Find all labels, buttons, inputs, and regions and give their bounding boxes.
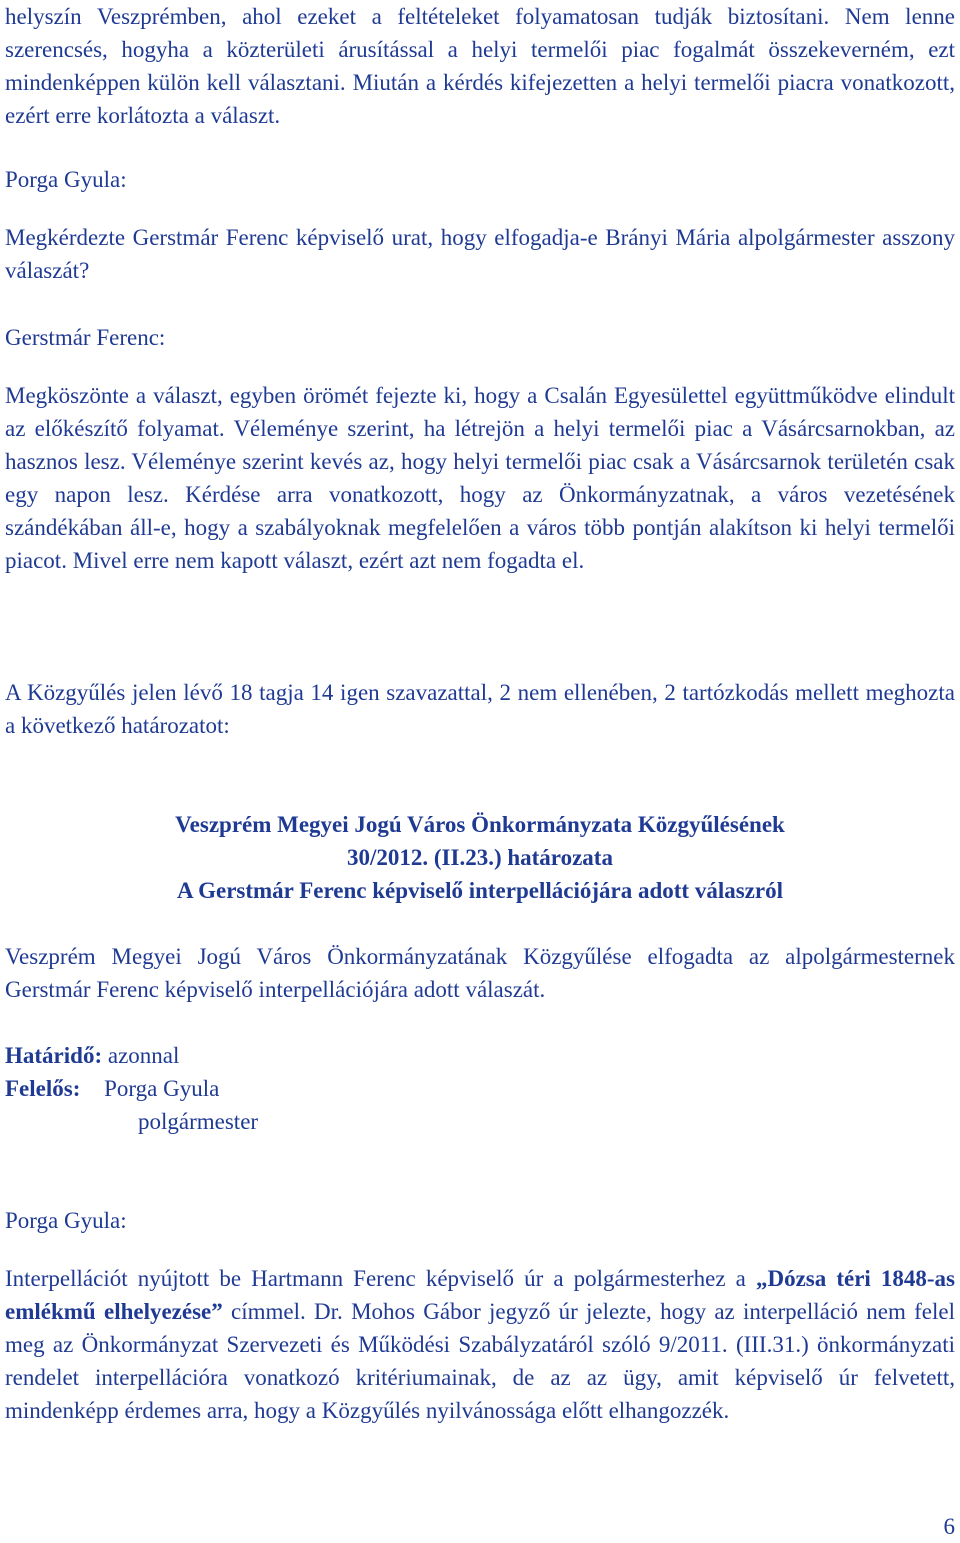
deadline-row — [5, 1039, 179, 1072]
speaker-porga-2: Porga Gyula: — [5, 1208, 127, 1233]
responsible-title: polgármester — [138, 1109, 259, 1134]
interpellation-title: „Dózsa téri 1848-as emlékmű elhelyezése” — [5, 1266, 955, 1324]
resolution-title-line2: 30/2012. (II.23.) határozata — [347, 845, 613, 870]
responsible-row — [5, 1072, 219, 1105]
resolution-title-line3: A Gerstmár Ferenc képviselő interpellációjára adott válaszról — [177, 878, 783, 903]
resolution-text: Veszprém Megyei Jogú Város Önkormányzatának Közgyűlése elfogadta az alpolgármesternek Gerstmár Ferenc képviselő interpellációjára adott válaszát. — [5, 944, 955, 1002]
resolution-title-line1: Veszprém Megyei Jogú Város Önkormányzata Közgyűlésének — [175, 812, 785, 837]
deadline-label: Határidő: — [5, 1043, 103, 1068]
vote-paragraph: A Közgyűlés jelen lévő 18 tagja 14 igen szavazattal, 2 nem ellenében, 2 tartózkodás mellett meghozta a következő határozatot: — [5, 680, 955, 738]
reply-paragraph: Megköszönte a választ, egyben örömét fejezte ki, hogy a Csalán Egyesülettel együttműködve elindult az előkészítő folyamat. Véleménye szerint, ha létrejön a helyi termelői piac a Vásárcsarnokban, az hasznos lesz. Véleménye szerint kevés az, hogy helyi termelői piac csak a Vásárcsarnok területén csak egy napon lesz. Kérdése arra vonatkozott, hogy az Önkormányzatnak, a város vezetésének szándékában áll-e, hogy a szabályoknak megfelelően a város több pontján alakítson ki helyi termelői piacot. Mivel erre nem kapott választ, ezért azt nem fogadta el. — [5, 383, 955, 573]
question-paragraph: Megkérdezte Gerstmár Ferenc képviselő urat, hogy elfogadja-e Brányi Mária alpolgármester asszony válaszát? — [5, 225, 955, 283]
interpellation-text-a: Interpellációt nyújtott be Hartmann Ferenc képviselő úr a polgármesterhez a — [5, 1266, 756, 1291]
interpellation-paragraph — [5, 1262, 955, 1427]
responsible-label: Felelős: — [5, 1076, 81, 1101]
responsible-value: Porga Gyula — [104, 1076, 220, 1101]
interpellation-text-b: címmel. Dr. Mohos Gábor jegyző úr jelezte, hogy az interpelláció nem felel meg az Önkormányzat Szervezeti és Működési Szabályzatáról szóló 9/2011. (III.31.) önkormányzati rendelet interpellációra vonatkozó kritériumainak, de az az ügy, amit képviselő úr felvetett, mindenképp érdemes arra, hogy a Közgyűlés nyilvánossága előtt elhangozzék. — [5, 1299, 955, 1423]
deadline-value: azonnal — [107, 1043, 180, 1068]
page-number: 6 — [943, 1514, 955, 1539]
speaker-gerstmar: Gerstmár Ferenc: — [5, 325, 166, 350]
speaker-porga-1: Porga Gyula: — [5, 167, 127, 192]
intro-paragraph: helyszín Veszprémben, ahol ezeket a feltételeket folyamatosan tudják biztosítani. Nem lenne szerencsés, hogyha a közterületi árusítással a helyi termelői piac fogalmát összekeverném, ezt mindenképpen külön kell választani. Miután a kérdés kifejezetten a helyi termelői piacra vonatkozott, ezért erre korlátozta a választ. — [5, 4, 955, 128]
